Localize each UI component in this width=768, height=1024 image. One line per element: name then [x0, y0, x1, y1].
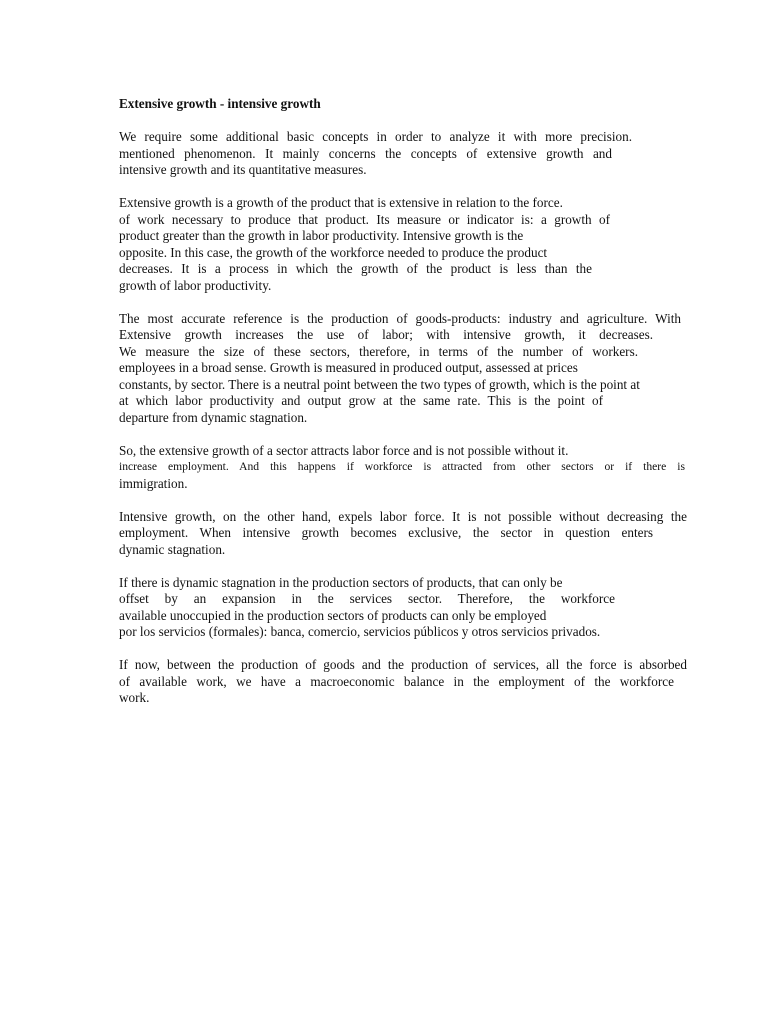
text-line: We require some additional basic concepts in order to analyze it with more precision.	[119, 129, 632, 144]
text-line: constants, by sector. There is a neutral point between the two types of growth, which is the point at	[119, 376, 640, 392]
text-line: employees in a broad sense. Growth is measured in produced output, assessed at prices	[119, 360, 578, 375]
text-line: Extensive growth increases the use of labor; with intensive growth, it decreases.	[119, 327, 653, 342]
text-line: growth of labor productivity.	[119, 277, 272, 293]
text-line: at which labor productivity and output grow at the same rate. This is the point of	[119, 393, 603, 408]
text-line: increase employment. And this happens if workforce is attracted from other sectors or if there is	[119, 460, 685, 473]
text-line: mentioned phenomenon. It mainly concerns the concepts of extensive growth and	[119, 145, 612, 161]
text-line: decreases. It is a process in which the growth of the product is less than the	[119, 261, 592, 276]
paragraph-5	[119, 509, 687, 559]
document-body	[119, 96, 687, 723]
text-line: We measure the size of these sectors, therefore, in terms of the number of workers.	[119, 343, 638, 359]
text-line: departure from dynamic stagnation.	[119, 409, 308, 425]
text-line: immigration.	[119, 475, 188, 491]
paragraph-4	[119, 443, 687, 493]
text-line: Intensive growth, on the other hand, expels labor force. It is not possible without decreasing the	[119, 508, 687, 524]
text-line: available unoccupied in the production sectors of products can only be employed	[119, 607, 547, 623]
text-line: If now, between the production of goods and the production of services, all the force is absorbed	[119, 657, 687, 672]
text-line: Extensive growth is a growth of the product that is extensive in relation to the force.	[119, 195, 563, 210]
paragraph-7	[119, 657, 687, 707]
text-line: employment. When intensive growth becomes exclusive, the sector in question enters	[119, 525, 653, 540]
text-line: product greater than the growth in labor productivity. Intensive growth is the	[119, 228, 524, 243]
text-line: of available work, we have a macroeconomic balance in the employment of the workforce	[119, 673, 674, 689]
text-line: opposite. In this case, the growth of the workforce needed to produce the product	[119, 244, 548, 260]
paragraph-6	[119, 575, 687, 641]
text-line: So, the extensive growth of a sector attracts labor force and is not possible without it.	[119, 442, 569, 458]
paragraph-1	[119, 129, 687, 179]
text-line: intensive growth and its quantitative measures.	[119, 162, 367, 177]
text-line: work.	[119, 690, 150, 705]
text-line: por los servicios (formales): banca, comercio, servicios públicos y otros servicios privados.	[119, 624, 601, 639]
text-line: offset by an expansion in the services sector. Therefore, the workforce	[119, 591, 615, 606]
text-line: The most accurate reference is the production of goods-products: industry and agriculture. With	[119, 310, 681, 326]
paragraph-2	[119, 195, 687, 294]
text-line: of work necessary to produce that product. Its measure or indicator is: a growth of	[119, 211, 610, 227]
document-title: Extensive growth - intensive growth	[119, 96, 321, 111]
text-line: dynamic stagnation.	[119, 541, 226, 557]
text-line: If there is dynamic stagnation in the production sectors of products, that can only be	[119, 574, 563, 590]
paragraph-3	[119, 311, 687, 427]
